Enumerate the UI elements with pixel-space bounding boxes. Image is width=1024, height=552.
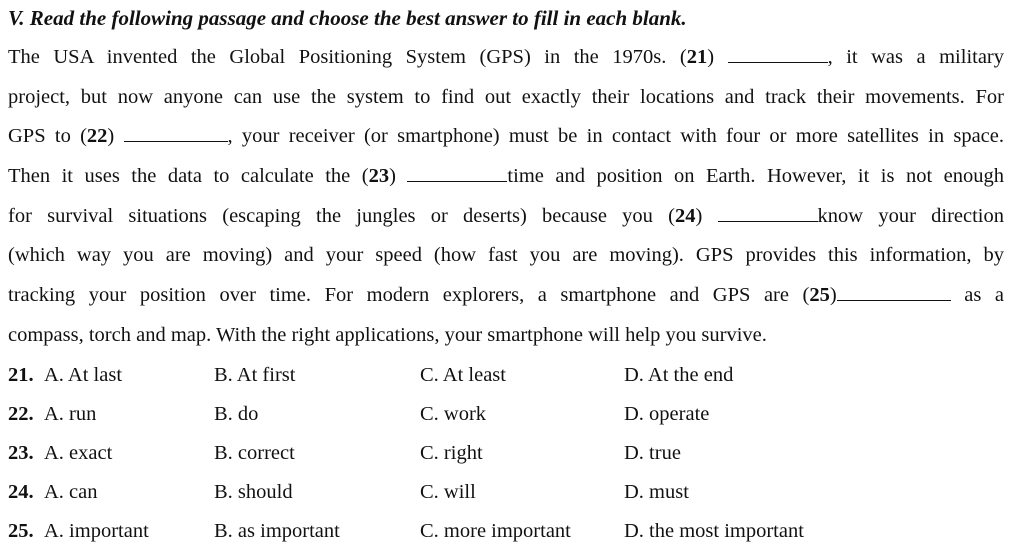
blank-24[interactable] <box>718 205 818 222</box>
option-a[interactable]: A. exact <box>44 442 113 464</box>
passage-line-3 <box>8 125 1004 148</box>
option-b[interactable]: B. correct <box>214 442 295 464</box>
option-d[interactable]: D. must <box>624 481 689 503</box>
question-number: 23. <box>8 442 34 464</box>
option-c[interactable]: C. right <box>420 442 483 464</box>
option-b[interactable]: B. At first <box>214 364 296 386</box>
text: ) <box>389 165 396 187</box>
option-a[interactable]: A. important <box>44 520 149 542</box>
text: for survival situations (escaping the jungles or deserts) because you ( <box>8 205 675 227</box>
passage-line-6: (which way you are moving) and your speed (how fast you are moving). GPS provides this information, by <box>8 244 1004 266</box>
blank-number-21: 21 <box>686 46 708 68</box>
text: ) <box>695 205 703 227</box>
text: ) <box>829 284 837 306</box>
text: know your direction <box>817 205 1004 227</box>
text: , it was a military <box>827 46 1005 68</box>
option-c[interactable]: C. work <box>420 403 487 425</box>
text: as a <box>950 284 1004 306</box>
passage-line-7 <box>8 284 1004 307</box>
text: time and position on Earth. However, it is not enough <box>507 165 1005 187</box>
blank-21[interactable] <box>728 46 828 63</box>
text: The USA invented the Global Positioning System (GPS) in the 1970s. ( <box>8 46 687 68</box>
option-c[interactable]: C. more important <box>420 520 571 542</box>
passage-line-8: compass, torch and map. With the right applications, your smartphone will help you survive. <box>8 324 767 346</box>
option-a[interactable]: A. can <box>44 481 98 503</box>
passage-line-2: project, but now anyone can use the system to find out exactly their locations and track their movements. For <box>8 86 1004 108</box>
exercise-heading: V. Read the following passage and choose the best answer to fill in each blank. <box>8 6 687 30</box>
blank-25[interactable] <box>837 284 951 301</box>
option-b[interactable]: B. should <box>214 481 293 503</box>
option-b[interactable]: B. do <box>214 403 259 425</box>
blank-number-24: 24 <box>674 205 696 227</box>
question-number: 24. <box>8 481 34 503</box>
text: Then it uses the data to calculate the ( <box>8 165 369 187</box>
option-d[interactable]: D. At the end <box>624 364 734 386</box>
option-a[interactable]: A. run <box>44 403 97 425</box>
option-b[interactable]: B. as important <box>214 520 340 542</box>
text: , your receiver (or smartphone) must be in contact with four or more satellites in space. <box>227 125 1004 147</box>
option-d[interactable]: D. true <box>624 442 681 464</box>
blank-23[interactable] <box>407 165 507 182</box>
passage-line-1 <box>8 46 1004 69</box>
blank-number-23: 23 <box>368 165 390 187</box>
option-c[interactable]: C. At least <box>420 364 506 386</box>
passage-line-4 <box>8 165 1004 188</box>
question-number: 25. <box>8 520 34 542</box>
text: GPS to ( <box>8 125 87 147</box>
option-d[interactable]: D. the most important <box>624 520 804 542</box>
option-a[interactable]: A. At last <box>44 364 123 386</box>
text: ) <box>707 46 715 68</box>
question-number: 21. <box>8 364 34 386</box>
passage-line-5 <box>8 205 1004 228</box>
text: ) <box>107 125 115 147</box>
question-number: 22. <box>8 403 34 425</box>
blank-22[interactable] <box>124 125 228 142</box>
option-d[interactable]: D. operate <box>624 403 710 425</box>
blank-number-22: 22 <box>86 125 108 147</box>
text: tracking your position over time. For modern explorers, a smartphone and GPS are ( <box>8 284 810 306</box>
blank-number-25: 25 <box>809 284 830 306</box>
option-c[interactable]: C. will <box>420 481 476 503</box>
